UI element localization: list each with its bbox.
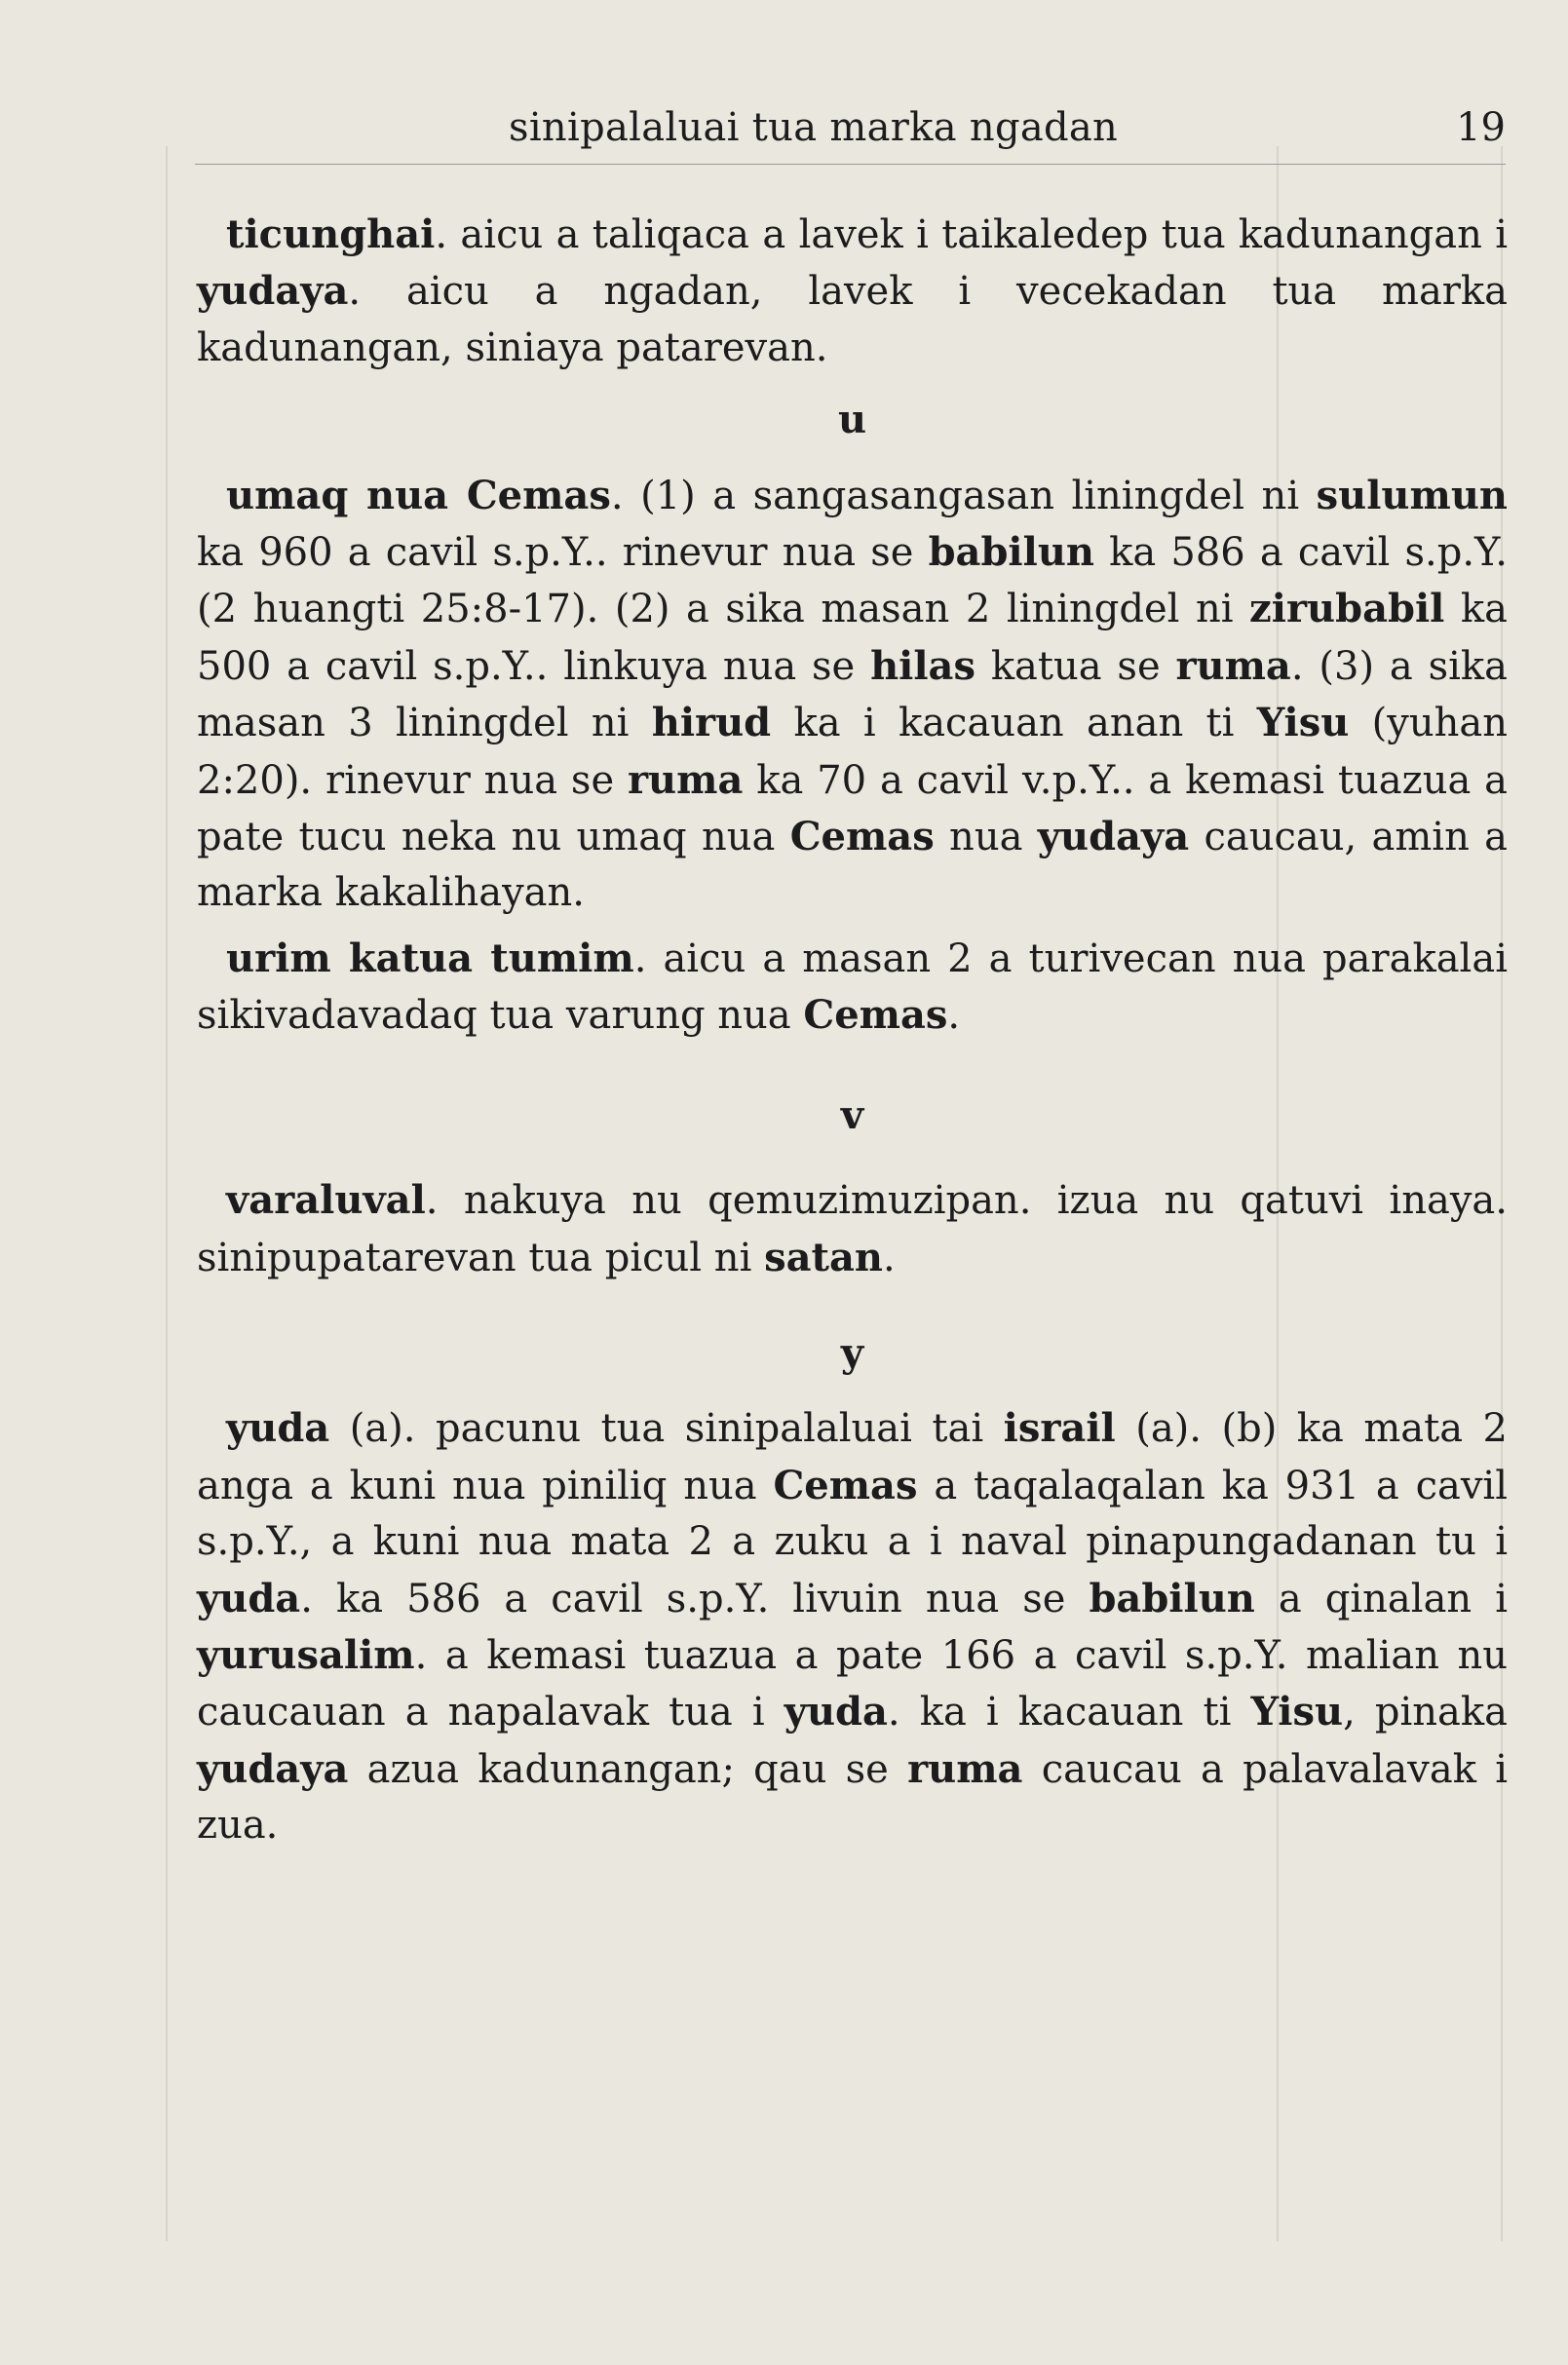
bold-word: yudaya xyxy=(197,1745,349,1792)
entry-term: yuda xyxy=(226,1405,330,1452)
entry-term: umaq nua Cemas xyxy=(226,472,611,518)
entry-text: (a). pacunu tua sinipalaluai tai xyxy=(329,1406,1004,1452)
header-rule xyxy=(195,164,1506,165)
bold-word: israil xyxy=(1003,1405,1116,1452)
bold-word: yurusalim xyxy=(197,1631,415,1678)
entry-text: a taqalaqalan ka 931 a cavil s.p.Y., a kuni nua mata 2 a zuku a i naval pinapungadanan tu i xyxy=(197,1463,1508,1565)
entry-text: ka i kacauan anan ti xyxy=(771,701,1257,746)
entry-term: varaluval xyxy=(226,1177,426,1224)
entry-text: , pinaka xyxy=(1343,1690,1508,1736)
entry-text: . (1) a sangasangasan liningdel ni xyxy=(610,473,1317,518)
entry-text: . xyxy=(947,993,961,1039)
section-letter-v: v xyxy=(840,1091,864,1138)
entry-text: katua se xyxy=(975,643,1176,689)
page-number: 19 xyxy=(1456,105,1506,150)
entry-text: . a kemasi tuazua a pate 166 a cavil s.p.Y. malian nu caucauan a napalavak tua i xyxy=(197,1632,1508,1736)
entry-urim-katua-tumim xyxy=(197,931,1508,1045)
entry-term: ticunghai xyxy=(226,211,436,257)
entry-text: azua kadunangan; qau se xyxy=(348,1746,908,1792)
section-letter-u: u xyxy=(837,397,867,443)
entry-text: caucau a palavalavak i zua. xyxy=(197,1746,1508,1849)
bold-word: yudaya xyxy=(1037,814,1190,860)
entry-text: . (3) a sika masan 3 liningdel ni xyxy=(197,643,1508,746)
bold-word: ruma xyxy=(627,756,744,803)
entry-text: (yuhan 2:20). rinevur nua se xyxy=(197,701,1509,803)
entry-term: urim katua tumim xyxy=(226,935,634,981)
entry-yuda xyxy=(197,1400,1508,1853)
bold-word: ruma xyxy=(1175,642,1291,689)
entry-text: . aicu a ngadan, lavek i vecekadan tua marka kadunangan, siniaya patarevan. xyxy=(197,269,1508,370)
entry-text: caucau, amin a marka kakalihayan. xyxy=(197,815,1509,916)
entry-text: nua xyxy=(934,815,1038,860)
entry-text: . nakuya nu qemuzimuzipan. izua nu qatuvi inaya. sinipupatarevan tua picul ni xyxy=(197,1178,1508,1280)
entry-text: a qinalan i xyxy=(1254,1576,1508,1621)
bold-word: Cemas xyxy=(773,1462,918,1508)
bold-word: Yisu xyxy=(1250,1689,1344,1736)
bold-word: hilas xyxy=(870,642,975,689)
glossary-text xyxy=(197,207,1508,1863)
bold-word: Yisu xyxy=(1256,700,1350,746)
running-title: sinipalaluai tua marka ngadan xyxy=(509,105,1119,150)
bold-word: babilun xyxy=(928,529,1094,576)
bold-word: Cemas xyxy=(789,814,935,860)
entry-text: . aicu a taliqaca a lavek i taikaledep tua kadunangan i xyxy=(435,212,1508,257)
section-letter-y: y xyxy=(840,1329,864,1376)
entry-text: . xyxy=(883,1235,896,1280)
bold-word: yuda xyxy=(197,1575,301,1621)
bold-word: Cemas xyxy=(803,992,948,1039)
running-header xyxy=(195,105,1506,164)
entry-text: ka 500 a cavil s.p.Y.. linkuya nua se xyxy=(197,587,1508,689)
bold-word: hirud xyxy=(651,700,772,746)
entry-text: ka 70 a cavil v.p.Y.. a kemasi tuazua a pate tucu neka nu umaq nua xyxy=(197,757,1509,860)
bold-word: zirubabil xyxy=(1249,586,1445,632)
entry-ticunghai xyxy=(197,207,1508,376)
entry-varaluval xyxy=(197,1172,1508,1286)
entry-umaq-nua-cemas xyxy=(197,468,1508,922)
entry-text: . aicu a masan 2 a turivecan nua parakalai sikivadavadaq tua varung nua xyxy=(197,935,1508,1039)
bold-word: yuda xyxy=(784,1689,888,1736)
bold-word: sulumun xyxy=(1316,472,1508,518)
entry-text: ka 586 a cavil s.p.Y. (2 huangti 25:8-17). (2) a sika masan 2 liningdel ni xyxy=(197,530,1508,632)
entry-text: ka 960 a cavil s.p.Y.. rinevur nua se xyxy=(197,530,929,576)
bold-word: ruma xyxy=(907,1745,1023,1792)
entry-text: (a). (b) ka mata 2 anga a kuni nua piniliq nua xyxy=(197,1406,1508,1508)
bold-word: babilun xyxy=(1089,1575,1255,1621)
entry-text: . ka 586 a cavil s.p.Y. livuin nua se xyxy=(300,1576,1090,1621)
bold-word: satan xyxy=(764,1234,883,1280)
entry-text: . ka i kacauan ti xyxy=(887,1690,1251,1736)
bold-word: yudaya xyxy=(197,268,349,315)
